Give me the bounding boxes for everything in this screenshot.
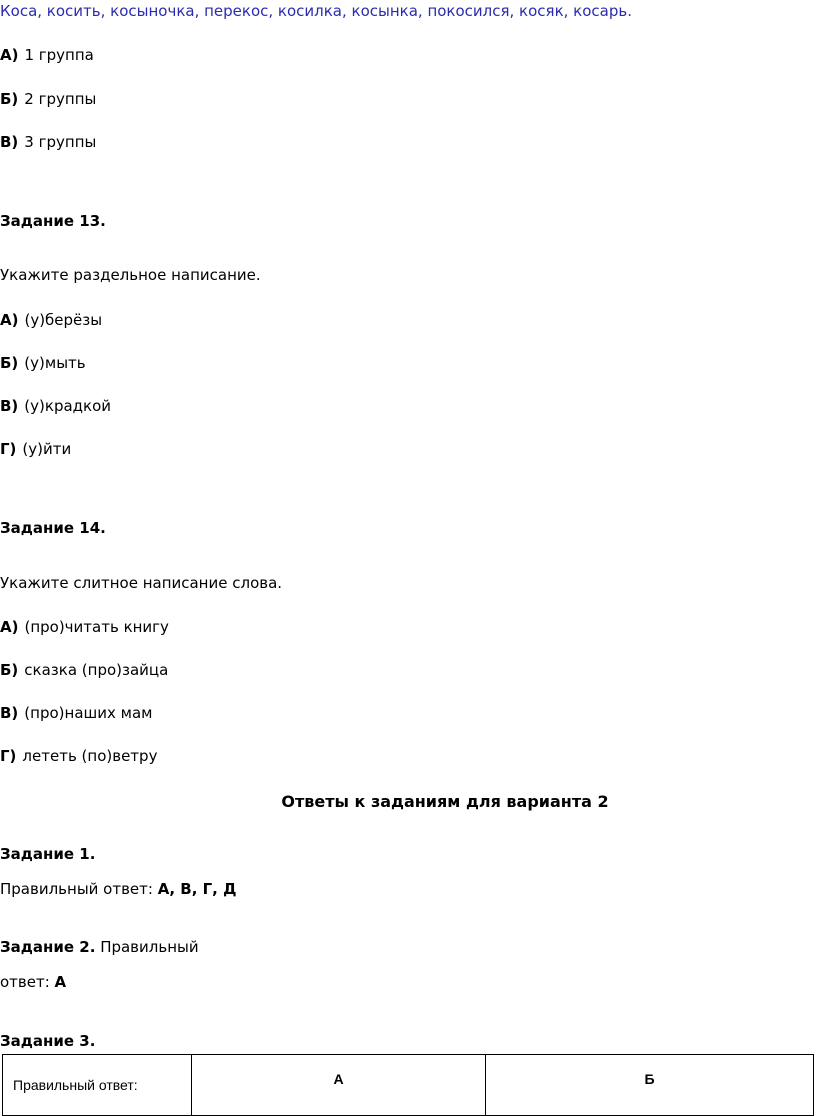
task13-option-d xyxy=(0,439,71,459)
task13-option-c xyxy=(0,396,111,416)
option-text: 1 группа xyxy=(24,46,94,64)
task14-option-a xyxy=(0,617,169,637)
option-a xyxy=(0,45,94,65)
option-text: 3 группы xyxy=(24,133,97,151)
option-label: Б) xyxy=(0,661,19,679)
option-text: (про)читать книгу xyxy=(24,618,169,636)
answers-heading: Ответы к заданиям для варианта 2 xyxy=(281,792,609,811)
answer1-value: А, В, Г, Д xyxy=(157,880,237,898)
option-label: А) xyxy=(0,618,19,636)
table-row-label: Правильный ответ: xyxy=(3,1055,192,1116)
task14-option-d xyxy=(0,746,157,766)
option-text: сказка (про)зайца xyxy=(24,661,169,679)
answer2-title: Задание 2. xyxy=(0,938,96,956)
task13-option-a xyxy=(0,310,102,330)
option-label: А) xyxy=(0,46,19,64)
option-text: (у)йти xyxy=(22,440,72,458)
option-label: Б) xyxy=(0,354,19,372)
task13-option-b xyxy=(0,353,86,373)
task14-prompt: Укажите слитное написание слова. xyxy=(0,574,283,592)
table-col-a: А xyxy=(192,1055,486,1116)
task13-title: Задание 13. xyxy=(0,212,106,230)
option-c xyxy=(0,132,96,152)
answer1-line xyxy=(0,879,236,899)
option-text: 2 группы xyxy=(24,90,97,108)
option-text: лететь (по)ветру xyxy=(22,747,158,765)
table-col-b: Б xyxy=(486,1055,814,1116)
option-label: Г) xyxy=(0,440,17,458)
option-b xyxy=(0,89,96,109)
task14-option-c xyxy=(0,703,152,723)
option-label: А) xyxy=(0,311,19,329)
task14-option-b xyxy=(0,660,168,680)
answer2-value: А xyxy=(54,973,67,991)
word-list: Коса, косить, косыночка, перекос, косилка, косынка, покосился, косяк, косарь. xyxy=(0,2,632,20)
answer1-prefix: Правильный ответ: xyxy=(0,880,158,898)
option-text: (про)наших мам xyxy=(24,704,153,722)
answer2-line2 xyxy=(0,972,66,992)
task13-prompt: Укажите раздельное написание. xyxy=(0,266,261,284)
option-label: Б) xyxy=(0,90,19,108)
table-row xyxy=(3,1055,814,1116)
task14-title: Задание 14. xyxy=(0,519,106,537)
answer2-after-title: Правильный xyxy=(95,938,199,956)
answer3-table xyxy=(2,1054,814,1116)
option-text: (у)мыть xyxy=(24,354,86,372)
answer3-title: Задание 3. xyxy=(0,1032,96,1050)
answer1-title: Задание 1. xyxy=(0,845,96,863)
answer2-line1 xyxy=(0,937,199,957)
option-label: В) xyxy=(0,397,19,415)
option-label: Г) xyxy=(0,747,17,765)
option-text: (у)берёзы xyxy=(24,311,103,329)
answer2-prefix: ответ: xyxy=(0,973,55,991)
option-label: В) xyxy=(0,704,19,722)
option-text: (у)крадкой xyxy=(24,397,112,415)
option-label: В) xyxy=(0,133,19,151)
